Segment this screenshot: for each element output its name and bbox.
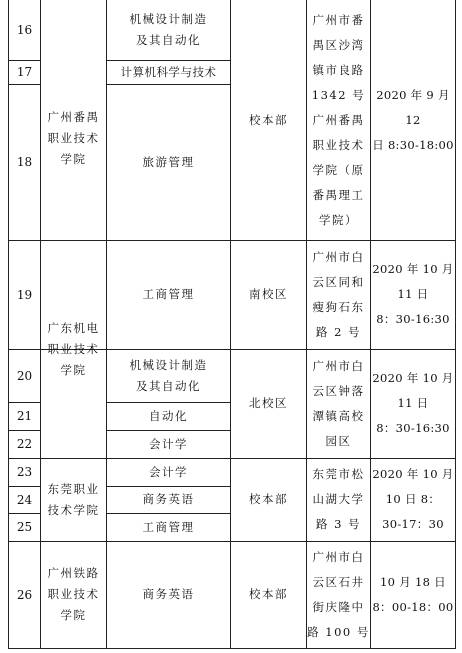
row-number: 21: [16, 409, 33, 423]
exam-time: 10 月 18 日 8：00-18：00: [372, 574, 454, 614]
row-number: 22: [16, 437, 33, 451]
school-name: 广东机电 职业技术 学院: [47, 320, 100, 377]
campus-name: 校本部: [249, 112, 288, 127]
major-name: 商务英语: [142, 492, 195, 506]
major-name: 自动化: [149, 408, 188, 423]
school-name: 东莞职业 技术学院: [47, 481, 100, 517]
major-name: 机械设计制造 及其自动化: [129, 12, 208, 47]
row-number: 19: [16, 287, 33, 302]
row-number: 23: [16, 465, 33, 479]
exam-time: 2020 年 10 月 11 日 8：30-16:30: [372, 371, 454, 435]
venue-address: 东莞市松 山湖大学 路 3 号: [312, 467, 365, 531]
major-name: 工商管理: [142, 519, 195, 534]
major-name: 商务英语: [142, 587, 195, 601]
venue-address: 广州市番 禺区沙湾 镇市良路 1342 号 广州番禺 职业技术 学院（原 番禺理工 学院）: [311, 12, 366, 227]
row-number: 20: [16, 368, 33, 383]
row-number: 26: [16, 587, 33, 602]
campus-name: 校本部: [249, 587, 288, 601]
exam-time: 2020 年 9 月 12 日 8:30-18:00: [372, 87, 454, 152]
campus-name: 校本部: [249, 492, 288, 506]
major-name: 会计学: [149, 464, 188, 479]
row-number: 17: [16, 65, 33, 79]
row-number: 18: [16, 155, 33, 169]
campus-name: 南校区: [249, 287, 288, 301]
major-name: 工商管理: [142, 287, 195, 301]
school-name: 广州铁路 职业技术 学院: [47, 566, 100, 622]
exam-time: 2020 年 10 月 11 日 8：30-16:30: [372, 262, 454, 326]
venue-address: 广州市白 云区石井 街庆隆中 路 100 号: [307, 549, 370, 639]
major-name: 会计学: [149, 436, 188, 451]
major-name: 旅游管理: [142, 154, 195, 169]
school-name: 广州番禺 职业技术 学院: [47, 109, 100, 166]
row-number: 24: [16, 492, 33, 507]
major-name: 计算机科学与技术: [120, 64, 217, 79]
venue-address: 广州市白 云区同和 瘦狗石东 路 2 号: [312, 249, 365, 339]
row-number: 25: [16, 520, 33, 534]
major-name: 机械设计制造 及其自动化: [129, 357, 208, 393]
exam-time: 2020 年 10 月 10 日 8： 30-17：30: [372, 467, 454, 531]
row-number: 16: [16, 23, 33, 37]
campus-name: 北校区: [249, 396, 288, 410]
venue-address: 广州市白 云区钟落 潭镇高校 园区: [312, 358, 365, 448]
